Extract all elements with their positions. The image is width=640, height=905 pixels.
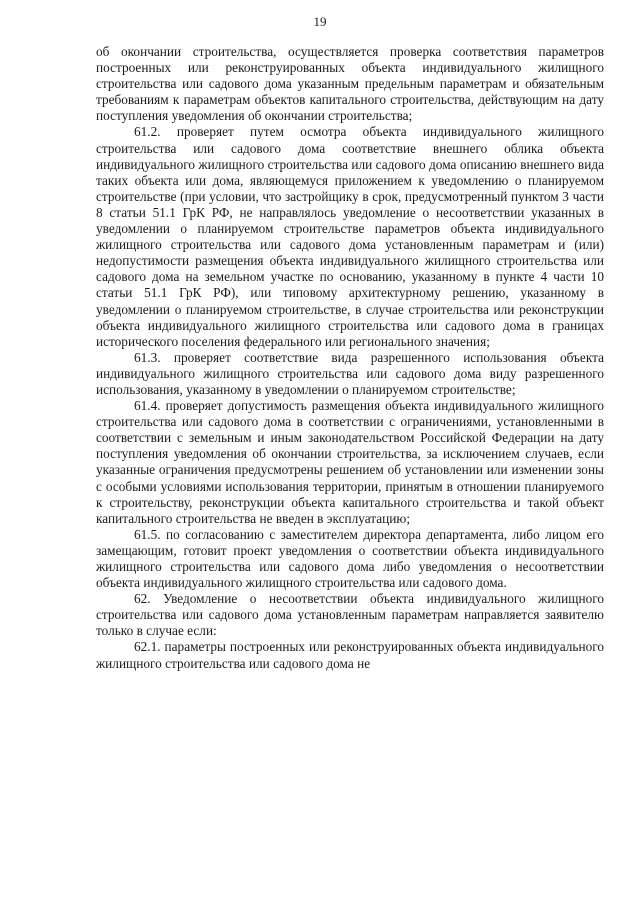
paragraph-61-4: 61.4. проверяет допустимость размещения объекта индивидуального жилищного строительства или садового дома в соответствии с ограничениями, установленными в соответствии с земельным и иным законодательством Российской Федерации на дату поступления уведомления об окончании строительства, за исключением случаев, если указанные ограничения предусмотрены решением об установлении или изменении зоны с особыми условиями использования территории, принятым в отношении планируемого к строительству, реконструкции объекта капитального строительства и такой объект капитального строительства не введен в эксплуатацию; bbox=[96, 398, 604, 526]
paragraph-continuation: об окончании строительства, осуществляется проверка соответствия параметров построенных или реконструированных объекта индивидуального жилищного строительства или садового дома указанным предельным параметрам и обязательным требованиям к параметрам объектов капитального строительства, действующим на дату поступления уведомления об окончании строительства; bbox=[96, 44, 604, 124]
paragraph-61-2: 61.2. проверяет путем осмотра объекта индивидуального жилищного строительства или садового дома соответствие внешнего облика объекта индивидуального жилищного строительства или садового дома описанию внешнего вида таких объекта или дома, являющемуся приложением к уведомлению о планируемом строительстве (при условии, что застройщику в срок, предусмотренный пунктом 3 части 8 статьи 51.1 ГрК РФ, не направлялось уведомление о несоответствии указанных в уведомлении о планируемом строительстве параметров объекта индивидуального жилищного строительства или садового дома установленным параметрам и (или) недопустимости размещения объекта индивидуального жилищного строительства или садового дома на земельном участке по основанию, указанному в пункте 4 части 10 статьи 51.1 ГрК РФ), или типовому архитектурному решению, указанному в уведомлении о планируемом строительстве, в случае строительства или реконструкции объекта индивидуального жилищного строительства или садового дома в границах исторического поселения федерального или регионального значения; bbox=[96, 124, 604, 349]
page-number: 19 bbox=[313, 14, 327, 29]
document-body bbox=[96, 44, 604, 672]
paragraph-61-5: 61.5. по согласованию с заместителем директора департамента, либо лицом его замещающим, готовит проект уведомления о соответствии объекта индивидуального жилищного строительства или садового дома либо уведомления о несоответствии объекта индивидуального жилищного строительства или садового дома. bbox=[96, 526, 604, 591]
paragraph-62: 62. Уведомление о несоответствии объекта индивидуального жилищного строительства или садового дома установленным параметрам направляется заявителю только в случае если: bbox=[96, 591, 604, 639]
paragraph-61-3: 61.3. проверяет соответствие вида разрешенного использования объекта индивидуального жилищного строительства или садового дома виду разрешенного использования, указанному в уведомлении о планируемом строительстве; bbox=[96, 349, 604, 397]
paragraph-62-1: 62.1. параметры построенных или реконструированных объекта индивидуального жилищного строительства или садового дома не bbox=[96, 639, 604, 671]
